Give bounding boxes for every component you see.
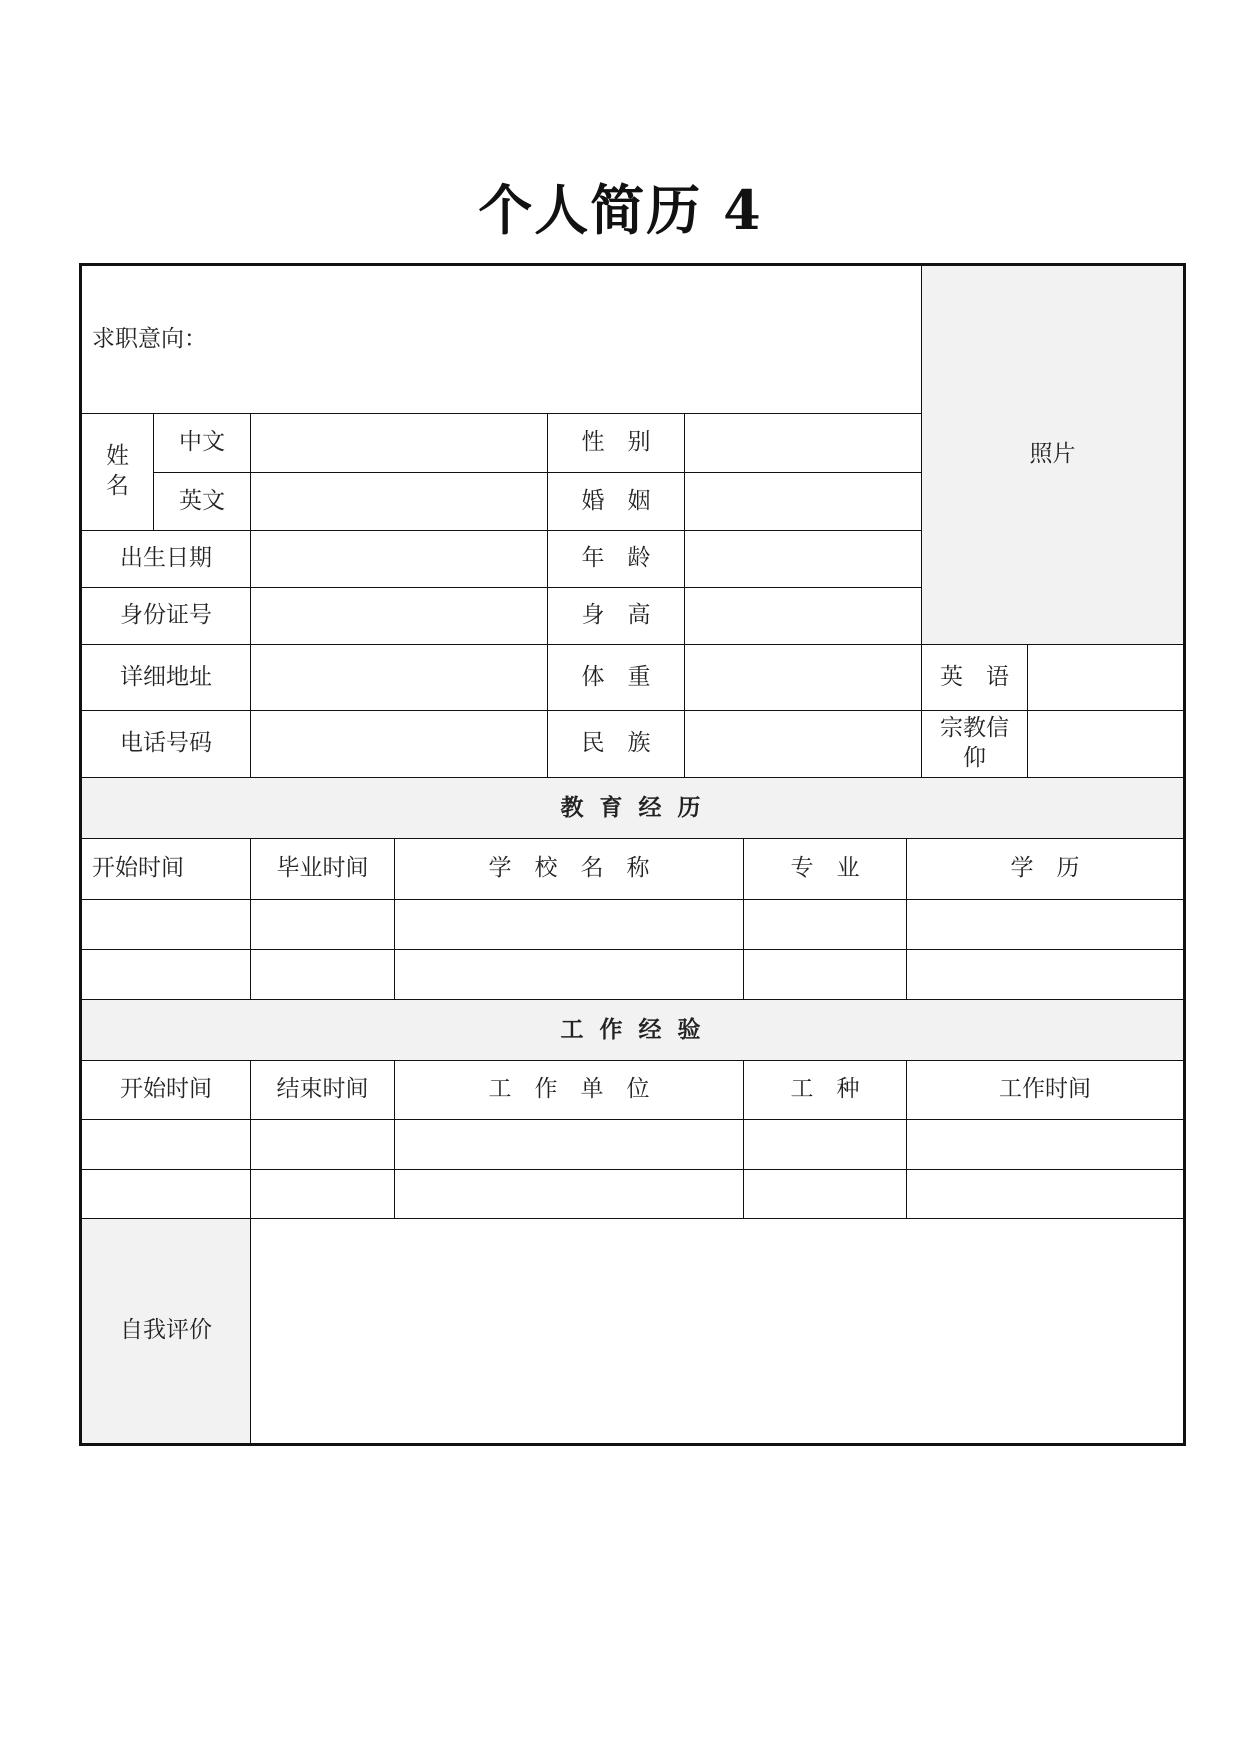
phone-label: 电话号码 [82, 711, 251, 778]
education-header: 教 育 经 历 [82, 778, 1183, 839]
edu-col-start: 开始时间 [82, 839, 251, 900]
work-row-1-company[interactable] [395, 1120, 744, 1170]
english-level-input[interactable] [1028, 645, 1183, 711]
work-col-company: 工 作 单 位 [395, 1061, 744, 1120]
height-label: 身 高 [548, 588, 685, 645]
religion-input[interactable] [1028, 711, 1183, 778]
marriage-input[interactable] [685, 473, 922, 531]
age-label: 年 龄 [548, 531, 685, 588]
work-row-1-start[interactable] [82, 1120, 251, 1170]
id-number-input[interactable] [251, 588, 548, 645]
resume-table [79, 263, 1186, 1446]
gender-label: 性 别 [548, 414, 685, 473]
edu-row-2-start[interactable] [82, 950, 251, 1000]
work-row-1-duration[interactable] [907, 1120, 1183, 1170]
edu-col-degree: 学 历 [907, 839, 1183, 900]
self-eval-input[interactable] [251, 1219, 1183, 1443]
work-row-1-type[interactable] [744, 1120, 907, 1170]
edu-row-1-school[interactable] [395, 900, 744, 950]
ethnicity-input[interactable] [685, 711, 922, 778]
edu-row-2-major[interactable] [744, 950, 907, 1000]
birth-date-label: 出生日期 [82, 531, 251, 588]
id-number-label: 身份证号 [82, 588, 251, 645]
english-name-label: 英文 [154, 473, 251, 531]
work-row-1-end[interactable] [251, 1120, 395, 1170]
work-row-2-type[interactable] [744, 1170, 907, 1219]
edu-row-1-graduate[interactable] [251, 900, 395, 950]
birth-date-input[interactable] [251, 531, 548, 588]
marriage-label: 婚 姻 [548, 473, 685, 531]
work-row-2-company[interactable] [395, 1170, 744, 1219]
job-intent-field[interactable]: 求职意向： [82, 266, 922, 414]
edu-col-major: 专 业 [744, 839, 907, 900]
edu-row-1-degree[interactable] [907, 900, 1183, 950]
chinese-name-label: 中文 [154, 414, 251, 473]
work-col-type: 工 种 [744, 1061, 907, 1120]
work-row-2-end[interactable] [251, 1170, 395, 1219]
age-input[interactable] [685, 531, 922, 588]
edu-row-2-graduate[interactable] [251, 950, 395, 1000]
gender-input[interactable] [685, 414, 922, 473]
work-col-end: 结束时间 [251, 1061, 395, 1120]
edu-col-graduate: 毕业时间 [251, 839, 395, 900]
work-row-2-start[interactable] [82, 1170, 251, 1219]
address-label: 详细地址 [82, 645, 251, 711]
english-level-label: 英 语 [922, 645, 1028, 711]
religion-label: 宗教信仰 [922, 711, 1028, 778]
work-header: 工 作 经 验 [82, 1000, 1183, 1061]
page-title: 个人简历 4 [478, 178, 763, 242]
work-row-2-duration[interactable] [907, 1170, 1183, 1219]
weight-input[interactable] [685, 645, 922, 711]
edu-row-2-school[interactable] [395, 950, 744, 1000]
self-eval-label: 自我评价 [82, 1219, 251, 1443]
height-input[interactable] [685, 588, 922, 645]
work-col-duration: 工作时间 [907, 1061, 1183, 1120]
photo-box[interactable]: 照片 [922, 266, 1183, 645]
ethnicity-label: 民 族 [548, 711, 685, 778]
weight-label: 体 重 [548, 645, 685, 711]
chinese-name-input[interactable] [251, 414, 548, 473]
edu-row-2-degree[interactable] [907, 950, 1183, 1000]
phone-input[interactable] [251, 711, 548, 778]
edu-row-1-start[interactable] [82, 900, 251, 950]
english-name-input[interactable] [251, 473, 548, 531]
work-col-start: 开始时间 [82, 1061, 251, 1120]
edu-col-school: 学 校 名 称 [395, 839, 744, 900]
edu-row-1-major[interactable] [744, 900, 907, 950]
address-input[interactable] [251, 645, 548, 711]
name-label: 姓 名 [82, 414, 154, 531]
